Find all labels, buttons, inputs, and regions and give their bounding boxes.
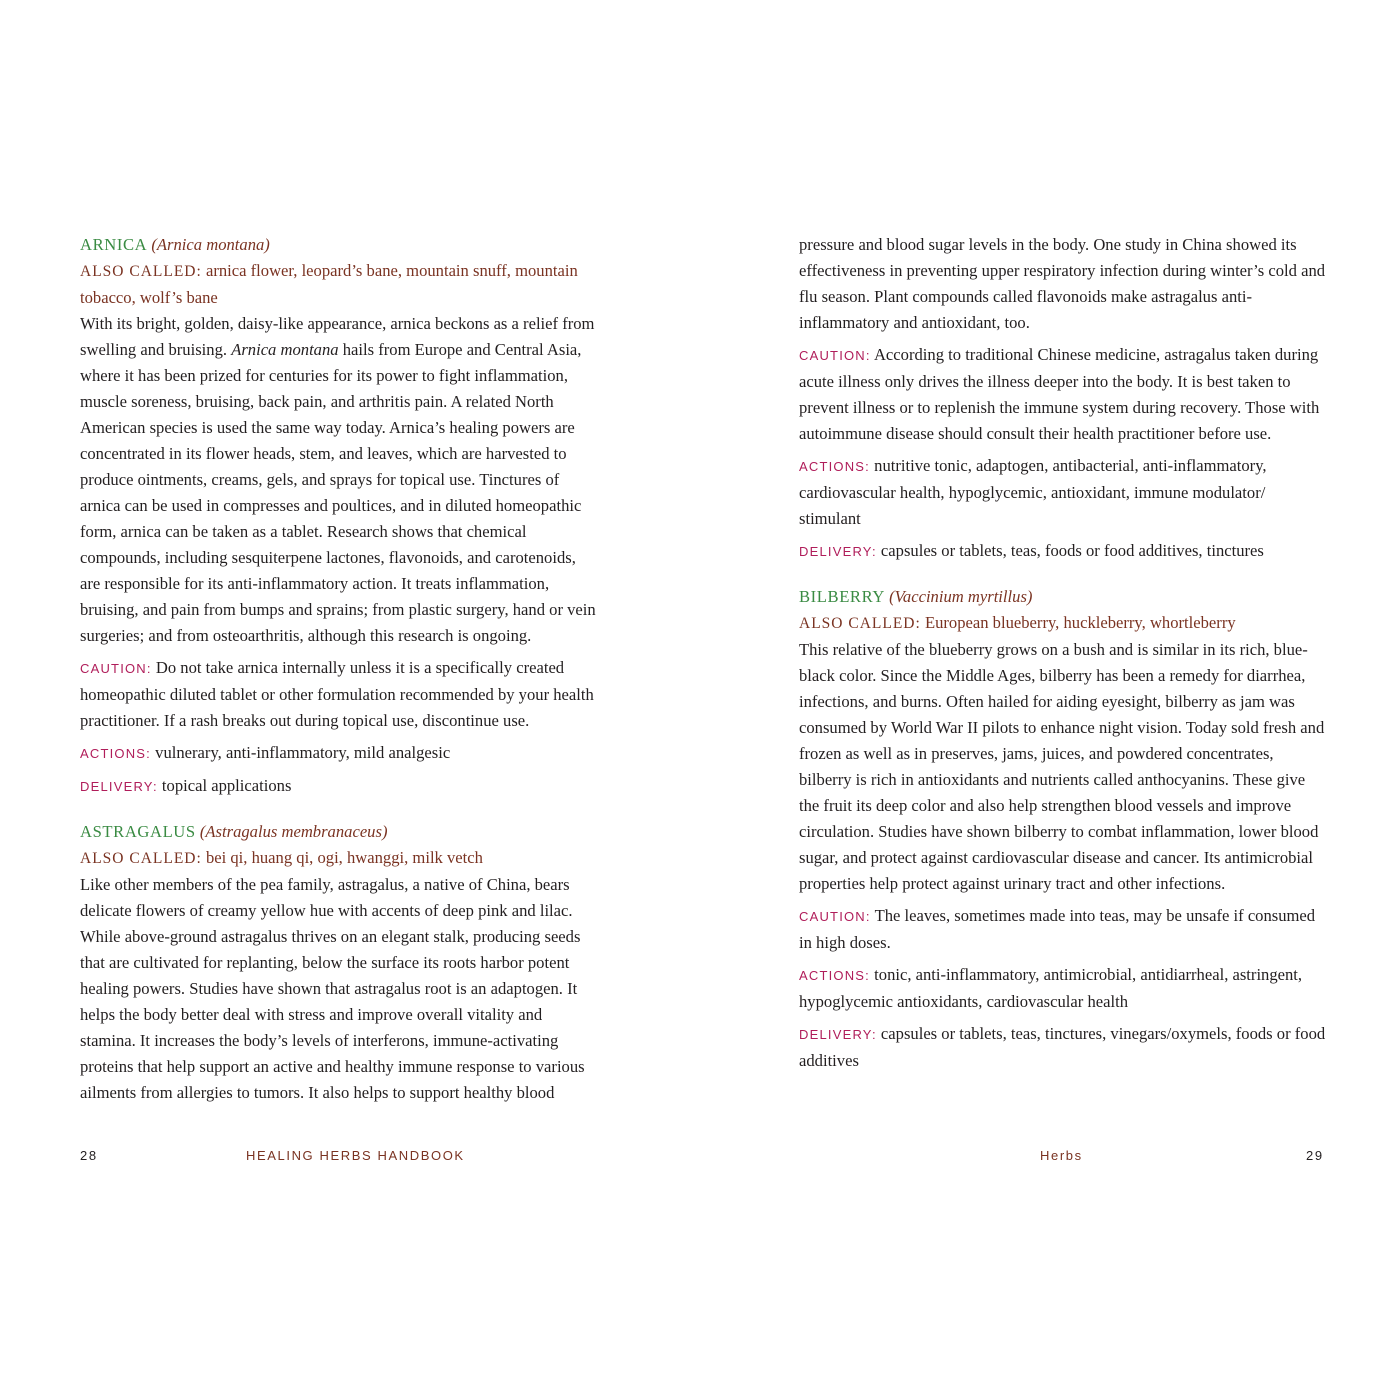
delivery-label: DELIVERY: [80,779,158,794]
arnica-delivery-text: topical applications [161,776,292,795]
bilberry-also-called [799,610,1327,637]
arnica-desc-part-2: hails from Europe and Central Asia, where it has been prized for centuries for its power to fight inflammation, muscle soreness, bruising, back pain, and arthritis pain. A related North American species is used the same way today. Arnica’s healing powers are concentrated in its flower heads, stem, and leaves, which are harvested to produce ointments, creams, gels, and sprays for topical use. Tinctures of arnica can be used in compresses and poultices, and in diluted homeopathic form, arnica can be taken as a tablet. Research shows that chemical compounds, including sesquiterpene lactones, flavonoids, and carotenoids, are responsible for its anti-inflammatory action. It treats inflammation, bruising, and pain from bumps and sprains; from plastic surgery, hand or vein surgeries; and from osteoarthritis, although this research is ongoing. [80,340,596,645]
arnica-actions-text: vulnerary, anti-inflammatory, mild analgesic [155,743,451,762]
arnica-also-called-value: arnica flower, leopard’s bane, mountain snuff, mountain tobacco, wolf’s bane [80,261,578,307]
actions-label: ACTIONS: [799,459,870,474]
caution-label: CAUTION: [799,909,871,924]
right-running-title: Herbs [1040,1148,1083,1163]
bilberry-actions-text: tonic, anti-inflammatory, antimicrobial, antidiarrheal, astringent, hypoglycemic antioxidants, cardiovascular health [799,965,1303,1011]
caution-label: CAUTION: [80,661,152,676]
actions-label: ACTIONS: [799,968,870,983]
astragalus-actions-text: nutritive tonic, adaptogen, antibacterial, anti-inflammatory, cardiovascular health, hypoglycemic, antioxidant, immune modulator/ stimulant [799,456,1267,528]
arnica-heading: ARNICA (Arnica montana) [80,235,270,254]
delivery-label: DELIVERY: [799,1027,877,1042]
actions-label: ACTIONS: [80,746,151,761]
also-called-label: ALSO CALLED: [80,263,202,280]
right-page-column [799,232,1327,1074]
bilberry-description: This relative of the blueberry grows on a bush and is similar in its rich, blue-black color. Since the Middle Ages, bilberry has been a remedy for diarrhea, infections, and burns. Often hailed for aiding eyesight, bilberry as jam was consumed by World War II pilots to enhance night vision. Today sold fresh and frozen as well as in preserves, jams, juices, and powdered concentrates, bilberry is rich in antioxidants and nutrients called anthocyanins. These give the fruit its deep color and also help strengthen blood vessels and improve circulation. Studies have shown bilberry to combat inflammation, lower blood sugar, and protect against cardiovascular disease and cancer. Its antimicrobial properties help protect against urinary tract and other infections. [799,640,1325,893]
right-page-number: 29 [1306,1148,1324,1163]
astragalus-description: Like other members of the pea family, astragalus, a native of China, bears delicate flowers of creamy yellow hue with accents of deep pink and lilac. While above-ground astragalus thrives on an elegant stalk, producing seeds that are cultivated for replanting, below the surface its roots harbor potent healing powers. Studies have shown that astragalus root is an adaptogen. It helps the body better deal with stress and improve overall vitality and stamina. It increases the body’s levels of interferons, immune-activating proteins that help support an active and healthy immune response to various ailments from allergies to tumors. It also helps to support healthy blood [80,875,585,1102]
bilberry-name: BILBERRY [799,587,885,606]
bilberry-actions [799,962,1327,1015]
bilberry-scientific-name: Vaccinium myrtillus [894,587,1027,606]
delivery-label: DELIVERY: [799,544,877,559]
astragalus-caution [799,342,1327,447]
bilberry-caution [799,903,1327,956]
arnica-name: ARNICA [80,235,148,254]
arnica-caution [80,655,600,734]
left-running-title: HEALING HERBS HANDBOOK [246,1148,465,1163]
also-called-label: ALSO CALLED: [80,850,202,867]
arnica-caution-text: Do not take arnica internally unless it is a specifically created homeopathic diluted tablet or other formulation recommended by your health practitioner. If a rash breaks out during topical use, discontinue use. [80,658,594,730]
left-page-column [80,232,600,1106]
astragalus-scientific-name: Astragalus membranaceus [205,822,382,841]
arnica-desc-scientific: Arnica montana [231,340,339,359]
arnica-delivery [80,773,600,800]
astragalus-delivery-text: capsules or tablets, teas, foods or food additives, tinctures [880,541,1264,560]
caution-label: CAUTION: [799,348,871,363]
astragalus-continued-description: pressure and blood sugar levels in the body. One study in China showed its effectiveness in preventing upper respiratory infection during winter’s cold and flu season. Plant compounds called flavonoids make astragalus anti-inflammatory and antioxidant, too. [799,235,1326,332]
astragalus-actions [799,453,1327,532]
arnica-description [80,311,600,649]
arnica-scientific-name: Arnica montana [156,235,265,254]
bilberry-delivery [799,1021,1327,1074]
arnica-desc-part-1: With its bright, golden, daisy-like appearance, arnica beckons as a relief from swelling and bruising. [80,314,595,359]
astragalus-caution-text: According to traditional Chinese medicine, astragalus taken during acute illness only drives the illness deeper into the body. It is best taken to prevent illness or to replenish the immune system during recovery. Those with autoimmune disease should consult their health practitioner before use. [799,345,1320,443]
astragalus-delivery [799,538,1327,565]
bilberry-heading: BILBERRY (Vaccinium myrtillus) [799,587,1033,606]
arnica-also-called [80,258,600,311]
astragalus-heading: ASTRAGALUS (Astragalus membranaceus) [80,822,388,841]
bilberry-delivery-text: capsules or tablets, teas, tinctures, vinegars/oxymels, foods or food additives [799,1024,1326,1070]
bilberry-also-called-value: European blueberry, huckleberry, whortleberry [924,613,1236,632]
astragalus-also-called [80,845,600,872]
astragalus-also-called-value: bei qi, huang qi, ogi, hwanggi, milk vetch [205,848,483,867]
also-called-label: ALSO CALLED: [799,615,921,632]
left-page-number: 28 [80,1148,98,1163]
arnica-actions [80,740,600,767]
astragalus-name: ASTRAGALUS [80,822,196,841]
bilberry-caution-text: The leaves, sometimes made into teas, may be unsafe if consumed in high doses. [799,906,1316,952]
